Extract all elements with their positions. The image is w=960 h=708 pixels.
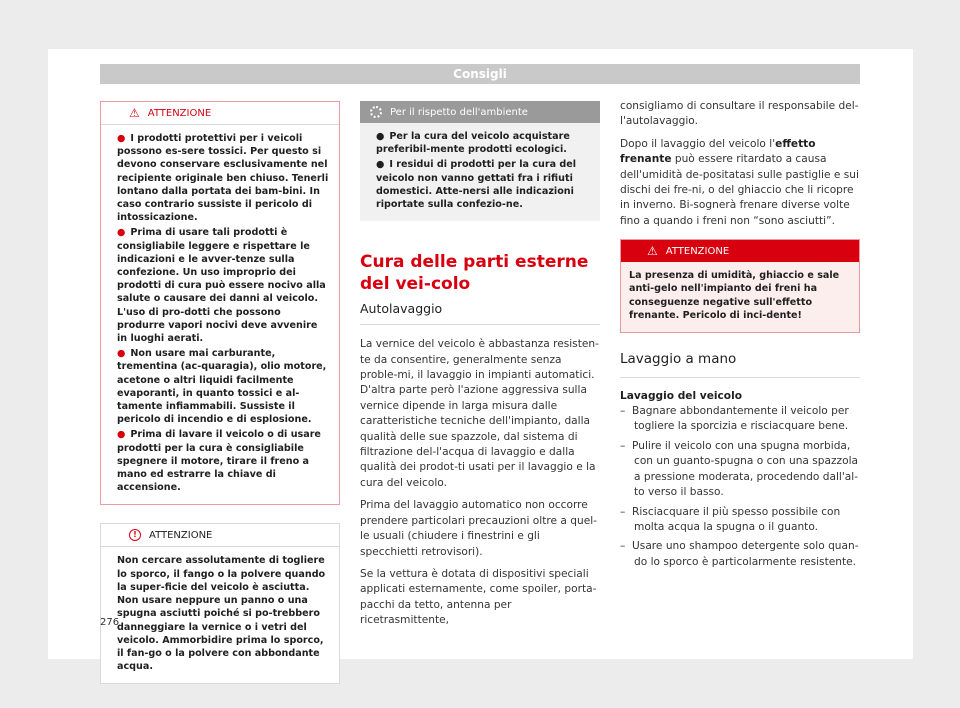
section-heading bbox=[620, 351, 860, 378]
bullet-icon: ● bbox=[117, 429, 126, 441]
bullet-icon: ● bbox=[376, 159, 385, 171]
environment-body bbox=[360, 123, 600, 221]
page-title: Consigli bbox=[453, 67, 507, 81]
warning-header-2 bbox=[621, 240, 859, 262]
section-heading bbox=[360, 251, 600, 325]
subsection-title: Autolavaggio bbox=[360, 301, 443, 317]
page-header bbox=[100, 64, 860, 84]
paragraph: consigliamo di consultare il responsabile del-l'autolavaggio. bbox=[620, 100, 859, 128]
environment-header bbox=[360, 101, 600, 123]
bullet-icon: ● bbox=[117, 227, 126, 239]
warning-header-1 bbox=[101, 102, 339, 125]
notice-title: ATTENZIONE bbox=[149, 529, 213, 541]
list-item: ● I prodotti protettivi per i veicoli possono es-sere tossici. Per questo si devono conservare esclusivamente nel recipiente originale ben chiuso. Tenerli lontano dalla portata dei bam-bini. In caso contrario sussiste il pericolo di intossicazione. bbox=[117, 133, 329, 224]
section-title: Cura delle parti esterne del vei-colo bbox=[360, 252, 589, 295]
warning-title: ATTENZIONE bbox=[147, 107, 212, 119]
middle-column bbox=[360, 101, 600, 636]
paragraph: La vernice del veicolo è abbastanza resisten-te da consentire, generalmente senza proble-mi, il lavaggio in impianti automatici. D'altra parte però l'azione aggressiva sulla vernice dipende in larga misura dalle caratteristiche tecniche dell'impianto, dalla qualità delle sue spazzole, dal sistema di filtrazione del-l'acqua di lavaggio e dalla qualità dei prodot-ti usati per il lavaggio e la cura del veicolo. bbox=[360, 338, 599, 489]
left-column bbox=[100, 101, 340, 684]
list-item: ● Prima di lavare il veicolo o di usare prodotti per la cura è consigliabile spegnere il motore, tirare il freno a mano ed estrarre la chiave di accensione. bbox=[117, 429, 321, 494]
page-number: 276 bbox=[100, 617, 120, 628]
list-item: ● Per la cura del veicolo acquistare preferibil-mente prodotti ecologici. bbox=[376, 131, 570, 156]
warning-body-2 bbox=[621, 262, 859, 332]
notice-box bbox=[100, 523, 340, 684]
subhead: Lavaggio del veicolo bbox=[620, 390, 742, 403]
notice-text: Non cercare assolutamente di togliere lo sporco, il fango o la polvere quando la super-ficie del veicolo è asciutta. Non usare neppure un panno o una spugna asciutti poiché si po-trebbero danneggiare la vernice o i vetri del veicolo. Ammorbidire prima lo sporco, il fan-go o la polvere con abbondante acqua. bbox=[117, 555, 326, 673]
warning-icon: ⚠ bbox=[647, 244, 658, 259]
list-item: – Pulire il veicolo con una spugna morbida, con un guanto-spugna o con una spazzola a pressione moderata, procedendo dall'al-to verso il basso. bbox=[620, 439, 859, 499]
warning-text: La presenza di umidità, ghiaccio e sale anti-gelo nell'impianto dei freni ha conseguenze negative sull'effetto frenante. Pericolo di inci-dente! bbox=[629, 270, 840, 321]
right-column bbox=[620, 99, 860, 574]
list-item: ● I residui di prodotti per la cura del veicolo non vanno gettati fra i rifiuti domestici. Atte-nersi alle indicazioni riportate sulla confezio-ne. bbox=[376, 159, 577, 211]
list-item: – Bagnare abbondantemente il veicolo per togliere la sporcizia e risciacquare bene. bbox=[620, 405, 849, 433]
warning-box-2 bbox=[620, 239, 860, 333]
list-item: ● Non usare mai carburante, trementina (ac-quaragia), olio motore, acetone o altri liquidi facilmente evaporanti, in quanto tossici e al-tamente infiammabili. Sussiste il pericolo di incendio e di esplosione. bbox=[117, 348, 327, 426]
environment-title: Per il rispetto dell'ambiente bbox=[390, 106, 528, 118]
bullet-icon: ● bbox=[376, 131, 385, 142]
environment-box bbox=[360, 101, 600, 221]
paragraph: Dopo il lavaggio del veicolo l'effetto frenante può essere ritardato a causa dell'umidità de-positatasi sulle pastiglie e sui dischi dei fre-ni, o del ghiaccio che li ricopre in inverno. Bi-sognerà frenare diverse volte fino a quando i freni non “sono asciutti”. bbox=[620, 137, 859, 227]
warning-body-1 bbox=[101, 125, 339, 504]
list-item: – Risciacquare il più spesso possibile con molta acqua la spugna o il guanto. bbox=[620, 505, 841, 533]
list-item: ● Prima di usare tali prodotti è consigliabile leggere e rispettare le indicazioni e le avver-tenze sulla confezione. Un uso improprio dei prodotti di cura può essere nocivo alla salute o causare dei danni al veicolo. L'uso di pro-dotti che possono produrre vapori nocivi deve avvenire in luoghi aerati. bbox=[117, 227, 326, 345]
warning-title: ATTENZIONE bbox=[665, 245, 730, 257]
list-item: – Usare uno shampoo detergente solo quan-do lo sporco è particolarmente resistente. bbox=[620, 540, 859, 568]
environment-icon bbox=[370, 106, 382, 118]
notice-body bbox=[101, 547, 339, 683]
notice-header bbox=[101, 524, 339, 547]
info-icon: ! bbox=[129, 529, 141, 541]
paragraph: Prima del lavaggio automatico non occorre prendere particolari precauzioni oltre a quel-le usuali (chiudere i finestrini e gli specchietti retrovisori). bbox=[360, 499, 597, 558]
bullet-icon: ● bbox=[117, 133, 126, 144]
steps bbox=[620, 390, 860, 570]
paragraph: Se la vettura è dotata di dispositivi speciali applicati esternamente, come spoiler, porta-pacchi da tetto, antenna per ricetrasmittente, bbox=[360, 567, 597, 627]
bullet-icon: ● bbox=[117, 348, 126, 360]
warning-box-1 bbox=[100, 101, 340, 505]
warning-icon: ⚠ bbox=[129, 106, 140, 120]
body-text bbox=[360, 337, 600, 628]
section-title: Lavaggio a mano bbox=[620, 351, 737, 368]
